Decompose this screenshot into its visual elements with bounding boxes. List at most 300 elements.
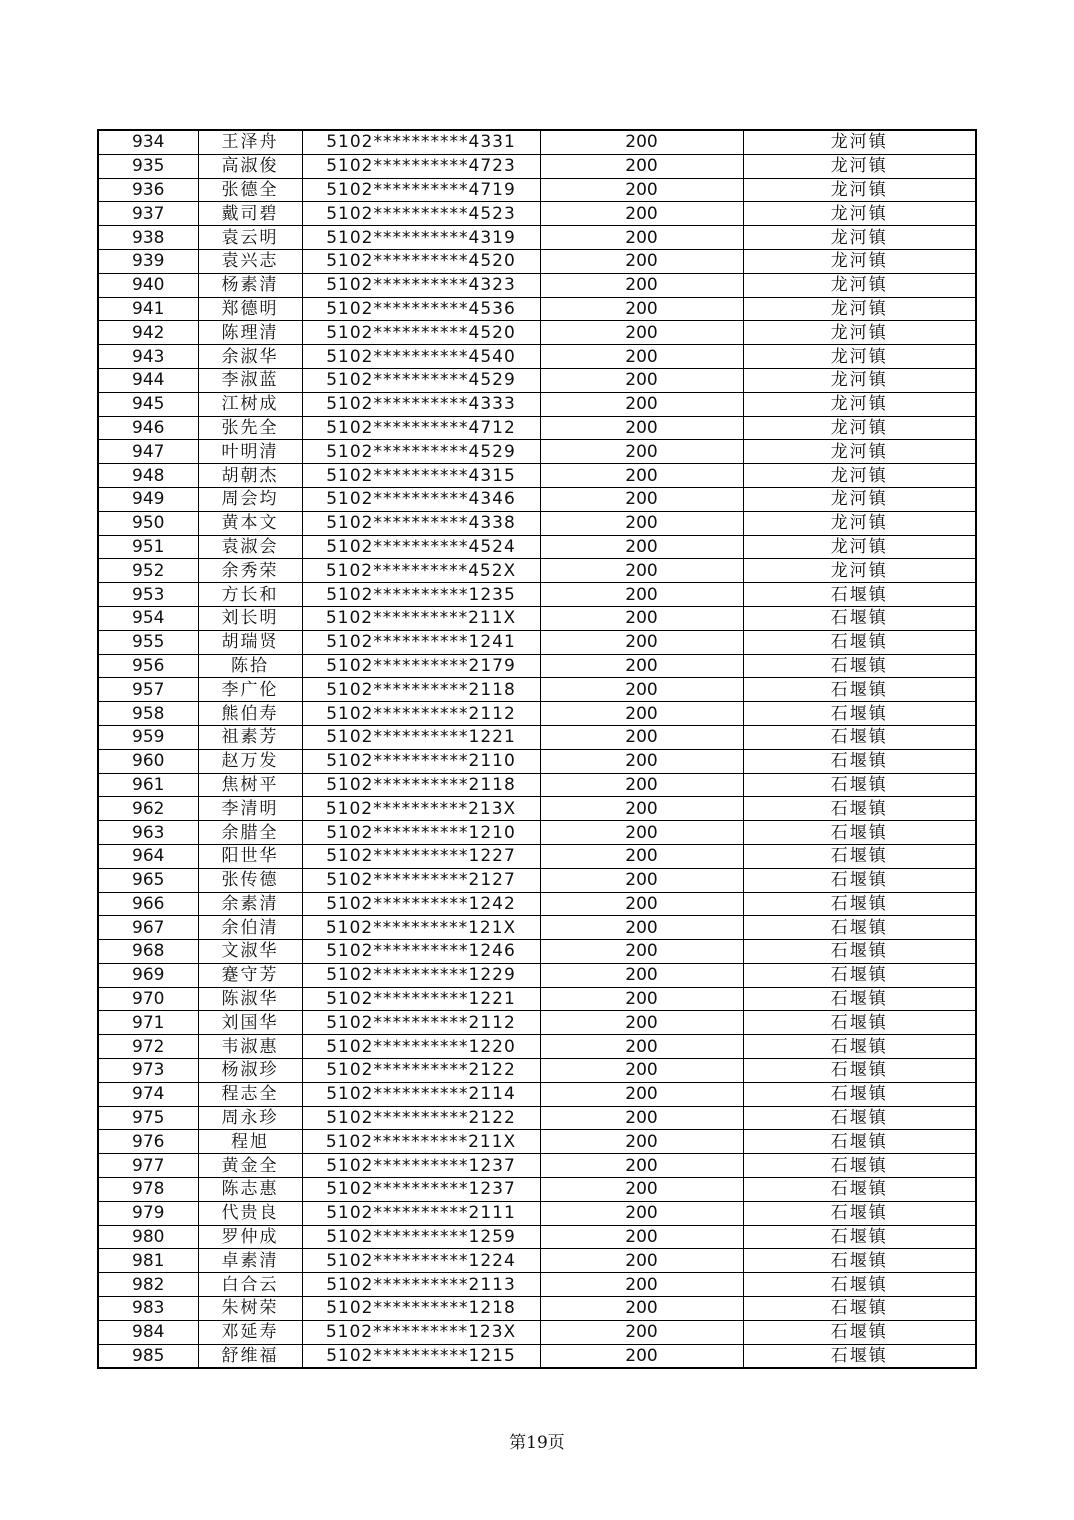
amount-cell: 200 [540,654,743,678]
town-cell: 石堰镇 [743,1059,976,1083]
name-cell: 蹇守芳 [198,963,302,987]
row-number-cell: 977 [98,1154,198,1178]
table-row [98,511,976,535]
name-cell: 张先全 [198,416,302,440]
row-number-cell: 947 [98,440,198,464]
name-cell: 代贵良 [198,1201,302,1225]
id-number-cell: 5102**********4338 [302,511,540,535]
amount-cell: 200 [540,273,743,297]
name-cell: 余伯清 [198,916,302,940]
id-number-cell: 5102**********452X [302,559,540,583]
amount-cell: 200 [540,1035,743,1059]
table-row [98,916,976,940]
amount-cell: 200 [540,464,743,488]
id-number-cell: 5102**********2111 [302,1201,540,1225]
amount-cell: 200 [540,1130,743,1154]
table-row [98,1035,976,1059]
name-cell: 杨素清 [198,273,302,297]
table-row [98,963,976,987]
town-cell: 龙河镇 [743,130,976,154]
row-number-cell: 936 [98,178,198,202]
town-cell: 石堰镇 [743,1201,976,1225]
town-cell: 石堰镇 [743,1082,976,1106]
town-cell: 石堰镇 [743,1249,976,1273]
name-cell: 李清明 [198,797,302,821]
row-number-cell: 966 [98,892,198,916]
amount-cell: 200 [540,178,743,202]
id-number-cell: 5102**********4333 [302,392,540,416]
table-row [98,392,976,416]
table-row [98,1297,976,1321]
town-cell: 石堰镇 [743,1035,976,1059]
table-row [98,844,976,868]
name-cell: 高淑俊 [198,154,302,178]
amount-cell: 200 [540,487,743,511]
town-cell: 石堰镇 [743,821,976,845]
row-number-cell: 940 [98,273,198,297]
table-row [98,773,976,797]
town-cell: 石堰镇 [743,797,976,821]
table-row [98,559,976,583]
name-cell: 戴司碧 [198,202,302,226]
amount-cell: 200 [540,297,743,321]
town-cell: 龙河镇 [743,392,976,416]
id-number-cell: 5102**********4346 [302,487,540,511]
name-cell: 赵万发 [198,749,302,773]
town-cell: 石堰镇 [743,963,976,987]
amount-cell: 200 [540,916,743,940]
table-row [98,1059,976,1083]
row-number-cell: 969 [98,963,198,987]
amount-cell: 200 [540,345,743,369]
row-number-cell: 953 [98,583,198,607]
amount-cell: 200 [540,678,743,702]
town-cell: 石堰镇 [743,654,976,678]
row-number-cell: 961 [98,773,198,797]
row-number-cell: 937 [98,202,198,226]
town-cell: 石堰镇 [743,702,976,726]
amount-cell: 200 [540,1011,743,1035]
table-row [98,345,976,369]
name-cell: 袁兴志 [198,249,302,273]
id-number-cell: 5102**********1229 [302,963,540,987]
row-number-cell: 968 [98,940,198,964]
table-row [98,749,976,773]
town-cell: 龙河镇 [743,535,976,559]
id-number-cell: 5102**********4319 [302,226,540,250]
row-number-cell: 939 [98,249,198,273]
amount-cell: 200 [540,940,743,964]
name-cell: 袁云明 [198,226,302,250]
name-cell: 邓延寿 [198,1320,302,1344]
amount-cell: 200 [540,511,743,535]
id-number-cell: 5102**********1242 [302,892,540,916]
town-cell: 石堰镇 [743,773,976,797]
town-cell: 石堰镇 [743,1106,976,1130]
row-number-cell: 962 [98,797,198,821]
amount-cell: 200 [540,559,743,583]
id-number-cell: 5102**********1215 [302,1344,540,1368]
amount-cell: 200 [540,963,743,987]
table-row [98,987,976,1011]
table-row [98,1178,976,1202]
page-number: 第19页 [509,1433,565,1453]
recipient-table-body [98,130,976,1368]
name-cell: 胡瑞贤 [198,630,302,654]
table-row [98,487,976,511]
row-number-cell: 985 [98,1344,198,1368]
amount-cell: 200 [540,725,743,749]
id-number-cell: 5102**********1259 [302,1225,540,1249]
name-cell: 方长和 [198,583,302,607]
name-cell: 余腊全 [198,821,302,845]
amount-cell: 200 [540,416,743,440]
name-cell: 刘长明 [198,606,302,630]
id-number-cell: 5102**********4723 [302,154,540,178]
amount-cell: 200 [540,154,743,178]
town-cell: 龙河镇 [743,559,976,583]
row-number-cell: 978 [98,1178,198,1202]
table-row [98,821,976,845]
amount-cell: 200 [540,1320,743,1344]
table-row [98,1344,976,1368]
table-row [98,154,976,178]
row-number-cell: 970 [98,987,198,1011]
amount-cell: 200 [540,1178,743,1202]
row-number-cell: 941 [98,297,198,321]
id-number-cell: 5102**********4712 [302,416,540,440]
town-cell: 石堰镇 [743,1273,976,1297]
row-number-cell: 956 [98,654,198,678]
name-cell: 余秀荣 [198,559,302,583]
row-number-cell: 963 [98,821,198,845]
row-number-cell: 957 [98,678,198,702]
amount-cell: 200 [540,368,743,392]
name-cell: 郑德明 [198,297,302,321]
town-cell: 石堰镇 [743,1178,976,1202]
row-number-cell: 972 [98,1035,198,1059]
table-row [98,321,976,345]
name-cell: 陈志惠 [198,1178,302,1202]
row-number-cell: 951 [98,535,198,559]
id-number-cell: 5102**********1210 [302,821,540,845]
table-row [98,892,976,916]
id-number-cell: 5102**********4540 [302,345,540,369]
table-row [98,654,976,678]
amount-cell: 200 [540,987,743,1011]
row-number-cell: 942 [98,321,198,345]
id-number-cell: 5102**********1235 [302,583,540,607]
id-number-cell: 5102**********1224 [302,1249,540,1273]
town-cell: 龙河镇 [743,487,976,511]
id-number-cell: 5102**********211X [302,1130,540,1154]
id-number-cell: 5102**********1221 [302,725,540,749]
row-number-cell: 959 [98,725,198,749]
town-cell: 石堰镇 [743,987,976,1011]
row-number-cell: 984 [98,1320,198,1344]
town-cell: 龙河镇 [743,273,976,297]
amount-cell: 200 [540,1082,743,1106]
id-number-cell: 5102**********2127 [302,868,540,892]
amount-cell: 200 [540,583,743,607]
amount-cell: 200 [540,1154,743,1178]
name-cell: 黄本文 [198,511,302,535]
id-number-cell: 5102**********213X [302,797,540,821]
table-row [98,1011,976,1035]
amount-cell: 200 [540,130,743,154]
row-number-cell: 938 [98,226,198,250]
table-row [98,1082,976,1106]
id-number-cell: 5102**********2112 [302,1011,540,1035]
row-number-cell: 980 [98,1225,198,1249]
table-row [98,606,976,630]
row-number-cell: 975 [98,1106,198,1130]
row-number-cell: 981 [98,1249,198,1273]
amount-cell: 200 [540,1297,743,1321]
town-cell: 龙河镇 [743,464,976,488]
name-cell: 黄金全 [198,1154,302,1178]
table-row [98,178,976,202]
amount-cell: 200 [540,1249,743,1273]
row-number-cell: 976 [98,1130,198,1154]
amount-cell: 200 [540,702,743,726]
id-number-cell: 5102**********4323 [302,273,540,297]
name-cell: 王泽舟 [198,130,302,154]
town-cell: 龙河镇 [743,202,976,226]
amount-cell: 200 [540,1106,743,1130]
row-number-cell: 952 [98,559,198,583]
table-row [98,535,976,559]
name-cell: 刘国华 [198,1011,302,1035]
id-number-cell: 5102**********1237 [302,1154,540,1178]
name-cell: 焦树平 [198,773,302,797]
amount-cell: 200 [540,1344,743,1368]
name-cell: 文淑华 [198,940,302,964]
table-row [98,797,976,821]
name-cell: 朱树荣 [198,1297,302,1321]
amount-cell: 200 [540,749,743,773]
row-number-cell: 944 [98,368,198,392]
town-cell: 石堰镇 [743,1154,976,1178]
row-number-cell: 955 [98,630,198,654]
table-row [98,868,976,892]
id-number-cell: 5102**********4331 [302,130,540,154]
id-number-cell: 5102**********123X [302,1320,540,1344]
row-number-cell: 958 [98,702,198,726]
id-number-cell: 5102**********4529 [302,440,540,464]
table-row [98,202,976,226]
table-row [98,1201,976,1225]
id-number-cell: 5102**********1227 [302,844,540,868]
name-cell: 张传德 [198,868,302,892]
table-row [98,1130,976,1154]
table-row [98,464,976,488]
row-number-cell: 948 [98,464,198,488]
name-cell: 袁淑会 [198,535,302,559]
id-number-cell: 5102**********2114 [302,1082,540,1106]
amount-cell: 200 [540,1059,743,1083]
amount-cell: 200 [540,821,743,845]
name-cell: 阳世华 [198,844,302,868]
row-number-cell: 945 [98,392,198,416]
table-row [98,416,976,440]
table-row [98,1320,976,1344]
id-number-cell: 5102**********2122 [302,1059,540,1083]
id-number-cell: 5102**********2122 [302,1106,540,1130]
name-cell: 韦淑惠 [198,1035,302,1059]
town-cell: 龙河镇 [743,368,976,392]
row-number-cell: 950 [98,511,198,535]
amount-cell: 200 [540,868,743,892]
row-number-cell: 934 [98,130,198,154]
row-number-cell: 973 [98,1059,198,1083]
id-number-cell: 5102**********2179 [302,654,540,678]
name-cell: 白合云 [198,1273,302,1297]
name-cell: 陈淑华 [198,987,302,1011]
row-number-cell: 982 [98,1273,198,1297]
name-cell: 陈理清 [198,321,302,345]
name-cell: 杨淑珍 [198,1059,302,1083]
town-cell: 石堰镇 [743,1011,976,1035]
row-number-cell: 954 [98,606,198,630]
amount-cell: 200 [540,892,743,916]
id-number-cell: 5102**********4520 [302,249,540,273]
amount-cell: 200 [540,797,743,821]
name-cell: 李广伦 [198,678,302,702]
table-row [98,630,976,654]
name-cell: 罗仲成 [198,1225,302,1249]
id-number-cell: 5102**********2118 [302,773,540,797]
town-cell: 石堰镇 [743,868,976,892]
name-cell: 余淑华 [198,345,302,369]
row-number-cell: 935 [98,154,198,178]
name-cell: 江树成 [198,392,302,416]
town-cell: 龙河镇 [743,345,976,369]
table-row [98,249,976,273]
amount-cell: 200 [540,392,743,416]
table-row [98,583,976,607]
name-cell: 陈拾 [198,654,302,678]
table-row [98,725,976,749]
id-number-cell: 5102**********121X [302,916,540,940]
amount-cell: 200 [540,630,743,654]
table-row [98,678,976,702]
id-number-cell: 5102**********4719 [302,178,540,202]
amount-cell: 200 [540,1273,743,1297]
row-number-cell: 943 [98,345,198,369]
name-cell: 熊伯寿 [198,702,302,726]
table-row [98,273,976,297]
town-cell: 龙河镇 [743,440,976,464]
name-cell: 余素清 [198,892,302,916]
amount-cell: 200 [540,844,743,868]
row-number-cell: 983 [98,1297,198,1321]
town-cell: 龙河镇 [743,511,976,535]
table-row [98,226,976,250]
town-cell: 石堰镇 [743,583,976,607]
town-cell: 石堰镇 [743,1130,976,1154]
id-number-cell: 5102**********4315 [302,464,540,488]
name-cell: 李淑蓝 [198,368,302,392]
id-number-cell: 5102**********2110 [302,749,540,773]
amount-cell: 200 [540,249,743,273]
row-number-cell: 946 [98,416,198,440]
town-cell: 石堰镇 [743,1297,976,1321]
name-cell: 祖素芳 [198,725,302,749]
id-number-cell: 5102**********4536 [302,297,540,321]
table-row [98,297,976,321]
town-cell: 石堰镇 [743,940,976,964]
table-row [98,1225,976,1249]
town-cell: 石堰镇 [743,749,976,773]
recipient-table [97,129,977,1369]
row-number-cell: 974 [98,1082,198,1106]
id-number-cell: 5102**********4523 [302,202,540,226]
name-cell: 胡朝杰 [198,464,302,488]
amount-cell: 200 [540,1225,743,1249]
town-cell: 石堰镇 [743,630,976,654]
town-cell: 石堰镇 [743,892,976,916]
name-cell: 叶明清 [198,440,302,464]
table-row [98,1106,976,1130]
table-row [98,1154,976,1178]
town-cell: 石堰镇 [743,606,976,630]
amount-cell: 200 [540,1201,743,1225]
table-row [98,1273,976,1297]
amount-cell: 200 [540,202,743,226]
town-cell: 龙河镇 [743,297,976,321]
town-cell: 龙河镇 [743,154,976,178]
name-cell: 周永珍 [198,1106,302,1130]
id-number-cell: 5102**********4520 [302,321,540,345]
id-number-cell: 5102**********1246 [302,940,540,964]
amount-cell: 200 [540,321,743,345]
town-cell: 石堰镇 [743,1344,976,1368]
town-cell: 龙河镇 [743,249,976,273]
id-number-cell: 5102**********2113 [302,1273,540,1297]
town-cell: 石堰镇 [743,1320,976,1344]
id-number-cell: 5102**********1221 [302,987,540,1011]
amount-cell: 200 [540,440,743,464]
name-cell: 程旭 [198,1130,302,1154]
name-cell: 卓素清 [198,1249,302,1273]
id-number-cell: 5102**********4524 [302,535,540,559]
town-cell: 龙河镇 [743,178,976,202]
id-number-cell: 5102**********2112 [302,702,540,726]
id-number-cell: 5102**********2118 [302,678,540,702]
table-row [98,1249,976,1273]
name-cell: 周会均 [198,487,302,511]
amount-cell: 200 [540,606,743,630]
row-number-cell: 971 [98,1011,198,1035]
amount-cell: 200 [540,773,743,797]
town-cell: 石堰镇 [743,678,976,702]
amount-cell: 200 [540,535,743,559]
id-number-cell: 5102**********1237 [302,1178,540,1202]
id-number-cell: 5102**********1220 [302,1035,540,1059]
town-cell: 龙河镇 [743,226,976,250]
id-number-cell: 5102**********211X [302,606,540,630]
town-cell: 石堰镇 [743,1225,976,1249]
name-cell: 程志全 [198,1082,302,1106]
amount-cell: 200 [540,226,743,250]
table-row [98,130,976,154]
town-cell: 石堰镇 [743,916,976,940]
table-row [98,702,976,726]
row-number-cell: 949 [98,487,198,511]
table-row [98,940,976,964]
id-number-cell: 5102**********4529 [302,368,540,392]
